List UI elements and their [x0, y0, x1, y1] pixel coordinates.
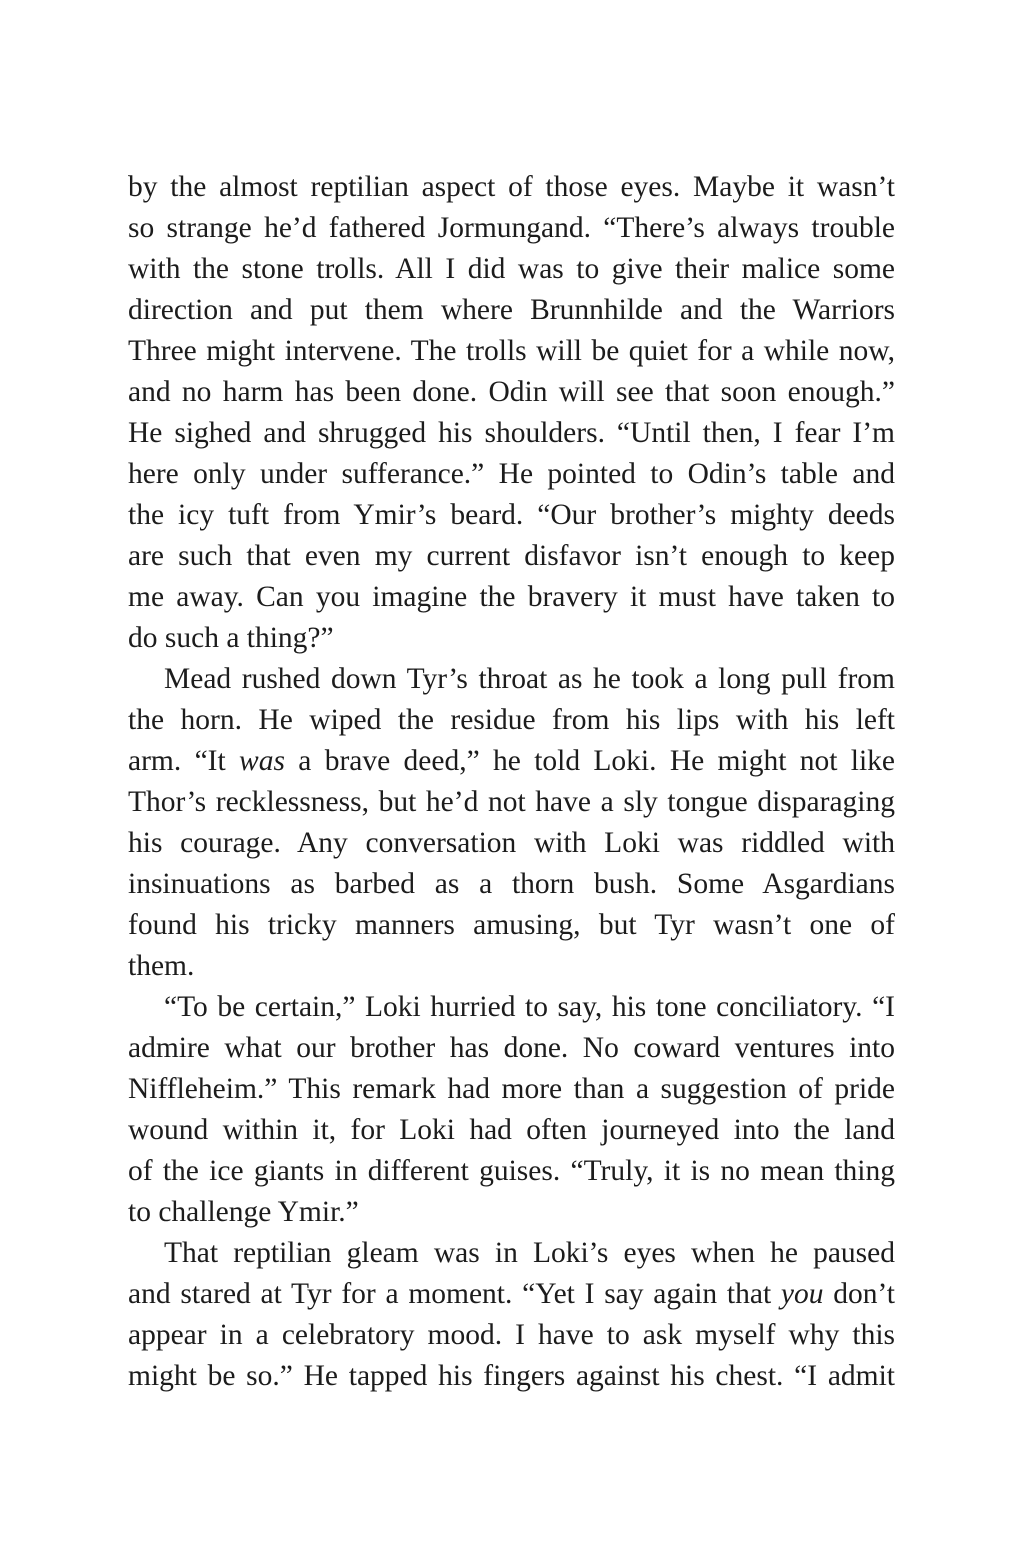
text-line — [128, 495, 895, 536]
text-segment: his courage. Any conversation with Loki was riddled with — [128, 827, 895, 859]
text-line — [128, 1233, 895, 1274]
text-line — [128, 577, 895, 618]
text-line — [128, 700, 895, 741]
text-line — [128, 782, 895, 823]
text-line — [128, 167, 895, 208]
text-segment: the horn. He wiped the residue from his lips with his left — [128, 704, 895, 736]
text-segment: are such that even my current disfavor isn’t enough to keep — [128, 540, 895, 572]
text-line — [128, 946, 895, 987]
emphasized-text: you — [780, 1278, 824, 1310]
text-segment: wound within it, for Loki had often journeyed into the land — [128, 1114, 895, 1146]
text-line — [128, 1356, 895, 1397]
text-line — [128, 1192, 895, 1233]
text-segment: direction and put them where Brunnhilde and the Warriors — [128, 294, 895, 326]
text-segment: with the stone trolls. All I did was to give their malice some — [128, 253, 895, 285]
text-segment: That reptilian gleam was in Loki’s eyes when he paused — [164, 1237, 895, 1269]
text-column — [128, 167, 895, 1397]
text-line — [128, 331, 895, 372]
text-line — [128, 454, 895, 495]
text-segment: Mead rushed down Tyr’s throat as he took a long pull from — [164, 663, 895, 695]
text-line — [128, 1110, 895, 1151]
text-line — [128, 536, 895, 577]
text-line — [128, 987, 895, 1028]
text-line — [128, 659, 895, 700]
text-line — [128, 864, 895, 905]
text-segment: of the ice giants in different guises. “Truly, it is no mean thing — [128, 1155, 895, 1187]
text-line — [128, 413, 895, 454]
text-segment: a brave deed,” he told Loki. He might not like — [284, 745, 895, 777]
text-segment: Three might intervene. The trolls will be quiet for a while now, — [128, 335, 895, 367]
text-segment: and no harm has been done. Odin will see that soon enough.” — [128, 376, 895, 408]
text-segment: here only under sufferance.” He pointed to Odin’s table and — [128, 458, 895, 490]
text-segment: and stared at Tyr for a moment. “Yet I say again that — [128, 1278, 781, 1310]
text-line — [128, 1028, 895, 1069]
text-line — [128, 208, 895, 249]
text-segment: appear in a celebratory mood. I have to ask myself why this — [128, 1319, 895, 1351]
text-line — [128, 372, 895, 413]
text-line — [128, 1274, 895, 1315]
text-segment: Thor’s recklessness, but he’d not have a sly tongue disparaging — [128, 786, 895, 818]
text-segment: found his tricky manners amusing, but Tyr wasn’t one of — [128, 909, 895, 941]
text-line — [128, 249, 895, 290]
text-segment: me away. Can you imagine the bravery it must have taken to — [128, 581, 895, 613]
text-segment: admire what our brother has done. No coward ventures into — [128, 1032, 895, 1064]
text-segment: “To be certain,” Loki hurried to say, his tone conciliatory. “I — [164, 991, 895, 1023]
text-line — [128, 618, 895, 659]
text-segment: Niffleheim.” This remark had more than a suggestion of pride — [128, 1073, 895, 1105]
text-segment: insinuations as barbed as a thorn bush. Some Asgardians — [128, 868, 895, 900]
text-segment: might be so.” He tapped his fingers against his chest. “I admit — [128, 1360, 895, 1392]
text-segment: He sighed and shrugged his shoulders. “Until then, I fear I’m — [128, 417, 895, 449]
text-segment: to challenge Ymir.” — [128, 1196, 359, 1228]
text-line — [128, 905, 895, 946]
text-segment: them. — [128, 950, 195, 982]
text-line — [128, 823, 895, 864]
emphasized-text: was — [239, 745, 285, 777]
text-segment: by the almost reptilian aspect of those eyes. Maybe it wasn’t — [128, 171, 895, 203]
text-line — [128, 1069, 895, 1110]
text-line — [128, 741, 895, 782]
text-segment: so strange he’d fathered Jormungand. “There’s always trouble — [128, 212, 895, 244]
text-segment: the icy tuft from Ymir’s beard. “Our brother’s mighty deeds — [128, 499, 895, 531]
text-segment: don’t — [823, 1278, 895, 1310]
text-line — [128, 290, 895, 331]
text-line — [128, 1151, 895, 1192]
text-segment: do such a thing?” — [128, 622, 334, 654]
text-line — [128, 1315, 895, 1356]
text-segment: arm. “It — [128, 745, 240, 777]
